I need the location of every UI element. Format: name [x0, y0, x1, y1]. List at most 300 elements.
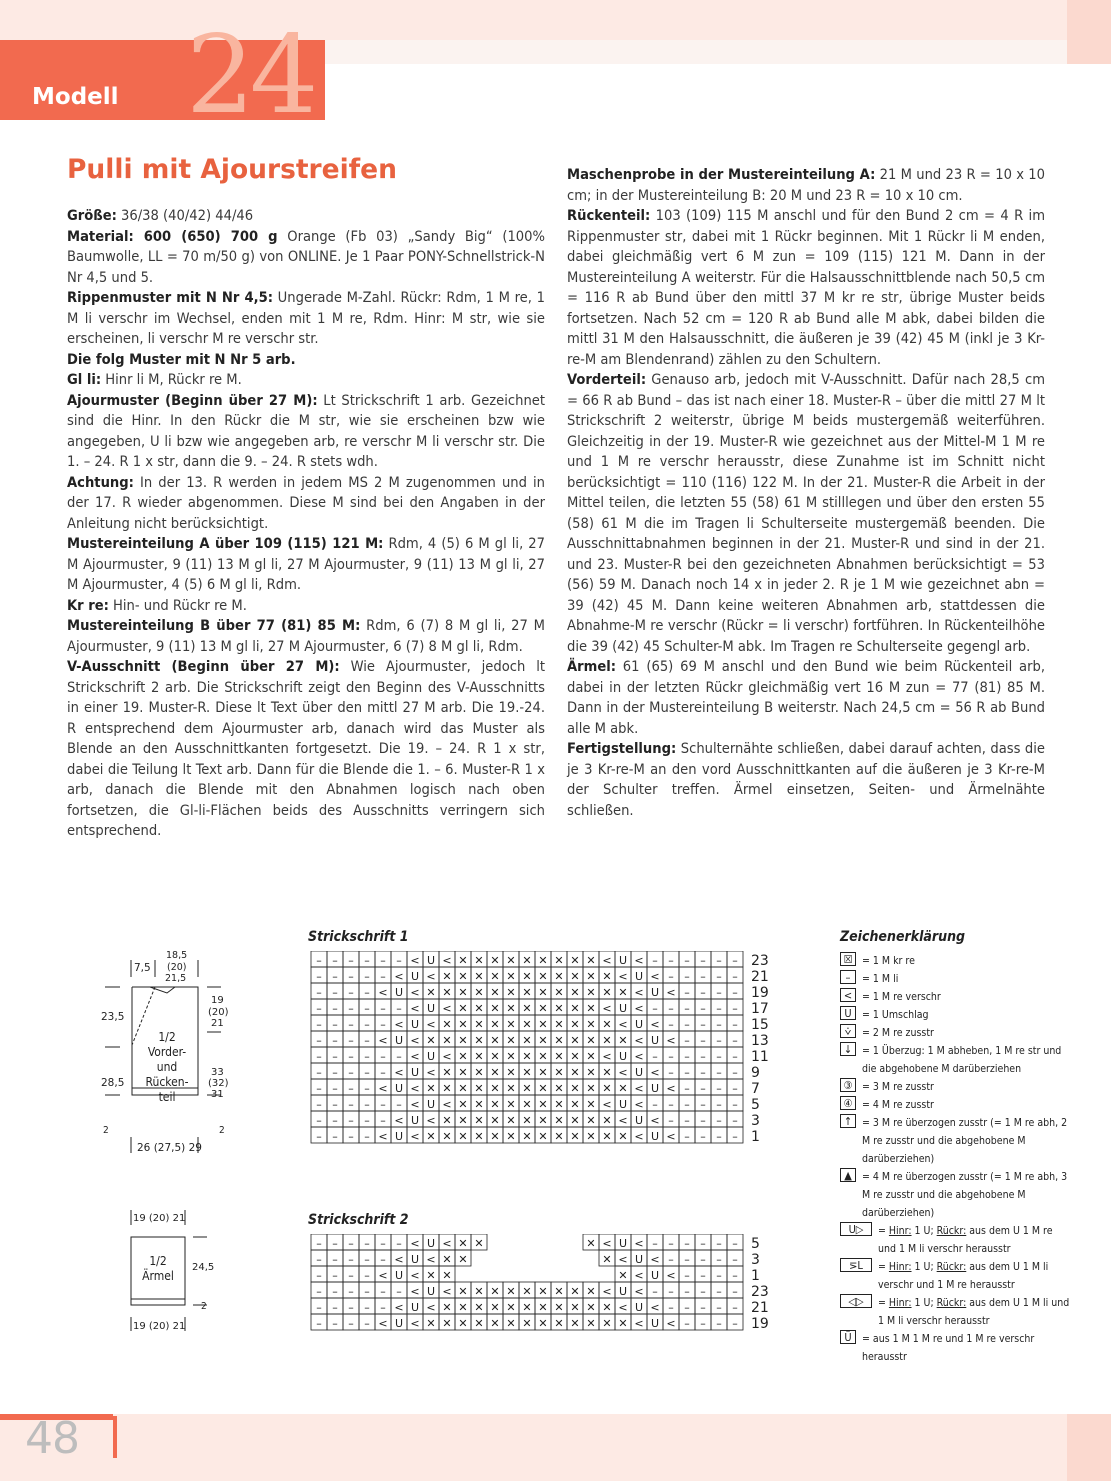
chart-symbol: – — [332, 1285, 338, 1298]
chart-symbol: < — [666, 1082, 676, 1095]
chart-symbol: ✕ — [586, 1285, 596, 1298]
chart-row-label: 1 — [751, 1268, 760, 1284]
chart-symbol: U — [394, 1317, 404, 1330]
chart-symbol: ✕ — [490, 1082, 500, 1095]
left-paragraph-heading: Größe: — [67, 207, 117, 224]
chart-symbol: ✕ — [602, 1066, 612, 1079]
chart-symbol: – — [316, 1237, 322, 1250]
chart-symbol: < — [634, 1269, 644, 1282]
left-paragraph — [67, 206, 545, 227]
left-paragraph-text: Hin- und Rückr re M. — [108, 596, 247, 614]
chart-symbol: – — [364, 1082, 370, 1095]
chart-symbol: – — [684, 1253, 690, 1266]
chart-symbol: ✕ — [490, 1066, 500, 1079]
sleeve-top-dim: 19 (20) 21 — [133, 1213, 186, 1224]
chart-symbol: ✕ — [522, 1066, 532, 1079]
chart-symbol: U — [618, 1237, 628, 1250]
chart-symbol: ✕ — [586, 1066, 596, 1079]
chart-symbol: – — [732, 1269, 738, 1282]
chart-symbol: – — [716, 1034, 722, 1047]
chart-symbol: ✕ — [458, 1130, 468, 1143]
chart-symbol: ✕ — [602, 970, 612, 983]
chart-symbol: ✕ — [490, 1002, 500, 1015]
chart-symbol: – — [732, 1050, 738, 1063]
legend-item — [840, 1168, 1070, 1222]
chart-symbol: ✕ — [442, 1034, 452, 1047]
chart-symbol: – — [364, 970, 370, 983]
chart-symbol: U — [410, 1066, 420, 1079]
legend-text: = 1 M kr re — [862, 955, 915, 967]
legend-item — [840, 1258, 1070, 1294]
chart-symbol: – — [700, 1301, 706, 1314]
chart-symbol: – — [380, 1301, 386, 1314]
chart-symbol: ✕ — [506, 986, 516, 999]
chart-symbol: – — [348, 1050, 354, 1063]
chart-symbol: – — [732, 1082, 738, 1095]
chart-symbol: – — [316, 970, 322, 983]
chart-symbol: ✕ — [618, 986, 628, 999]
chart-symbol: – — [716, 1253, 722, 1266]
chart-symbol: ✕ — [522, 1098, 532, 1111]
legend-symbol-icon: ⋝L — [840, 1258, 872, 1272]
chart-symbol: ✕ — [458, 1237, 468, 1250]
chart-symbol: ✕ — [570, 954, 580, 967]
chart-symbol: – — [348, 1018, 354, 1031]
chart-symbol: – — [700, 1066, 706, 1079]
chart2-grid — [295, 1234, 785, 1332]
chart-symbol: ✕ — [442, 1018, 452, 1031]
chart-symbol: ✕ — [506, 954, 516, 967]
chart-symbol: < — [634, 1050, 644, 1063]
sleeve-bottom-dim: 2 — [201, 1301, 207, 1312]
chart-symbol: ✕ — [442, 1130, 452, 1143]
page-number: 48 — [25, 1413, 79, 1464]
chart-symbol: U — [426, 1285, 436, 1298]
chart-symbol: < — [378, 986, 388, 999]
top-width-dim: 18,5 (20) 21,5 — [165, 950, 188, 984]
chart-symbol: – — [364, 986, 370, 999]
chart-symbol: – — [316, 1098, 322, 1111]
chart-symbol: – — [652, 1002, 658, 1015]
chart-symbol: ✕ — [538, 1050, 548, 1063]
chart-symbol: ✕ — [490, 1130, 500, 1143]
right-paragraph — [567, 657, 1045, 739]
legend-title: Zeichenerklärung — [840, 929, 966, 945]
chart-symbol: ✕ — [618, 1130, 628, 1143]
chart-symbol: – — [716, 1050, 722, 1063]
chart-symbol: – — [716, 1066, 722, 1079]
legend-symbol-icon: – — [840, 970, 856, 984]
chart-symbol: < — [442, 1285, 452, 1298]
chart-row-label: 3 — [751, 1252, 760, 1268]
legend-item — [840, 1294, 1070, 1330]
chart-symbol: U — [426, 1002, 436, 1015]
chart-symbol: < — [394, 1253, 404, 1266]
legend-symbol-icon: U▷ — [840, 1222, 872, 1236]
chart-symbol: ✕ — [602, 1301, 612, 1314]
chart-symbol: – — [700, 1114, 706, 1127]
left-paragraph-heading: Achtung: — [67, 473, 134, 491]
chart-symbol: ✕ — [554, 954, 564, 967]
chart-symbol: < — [650, 1018, 660, 1031]
chart-symbol: – — [348, 970, 354, 983]
chart-symbol: – — [700, 1082, 706, 1095]
chart-symbol: < — [394, 1066, 404, 1079]
chart-symbol: – — [684, 1130, 690, 1143]
chart-symbol: – — [732, 1285, 738, 1298]
legend-item — [840, 1006, 1070, 1024]
right-paragraph-heading: Vorderteil: — [567, 371, 647, 388]
chart-symbol: – — [332, 1269, 338, 1282]
chart-symbol: – — [316, 1082, 322, 1095]
chart-symbol: – — [396, 1098, 402, 1111]
chart-symbol: – — [348, 1269, 354, 1282]
chart-symbol: U — [410, 1018, 420, 1031]
sleeve-height-dim: 24,5 — [192, 1262, 215, 1273]
chart-symbol: ✕ — [554, 1114, 564, 1127]
chart-symbol: – — [364, 1098, 370, 1111]
left-paragraph-heading: Die folg Muster mit N Nr 5 arb. — [67, 350, 296, 368]
chart1-grid — [295, 951, 785, 1146]
chart-symbol: – — [348, 1034, 354, 1047]
chart-symbol: – — [396, 1285, 402, 1298]
chart-symbol: U — [618, 1002, 628, 1015]
chart-symbol: ✕ — [554, 1317, 564, 1330]
chart-symbol: < — [650, 1066, 660, 1079]
chart-symbol: U — [618, 1285, 628, 1298]
chart-symbol: U — [410, 1114, 420, 1127]
legend-item — [840, 988, 1070, 1006]
chart-symbol: – — [684, 1034, 690, 1047]
chart-symbol: ✕ — [442, 1082, 452, 1095]
chart-symbol: – — [316, 954, 322, 967]
legend-text: = 1 M re verschr — [862, 991, 941, 1003]
chart-symbol: – — [380, 1050, 386, 1063]
chart-symbol: ✕ — [538, 1301, 548, 1314]
legend-symbol-icon: Ü — [840, 1330, 856, 1344]
chart-symbol: ✕ — [474, 970, 484, 983]
chart-symbol: – — [732, 1034, 738, 1047]
chart-symbol: < — [634, 954, 644, 967]
chart-symbol: ✕ — [458, 1066, 468, 1079]
chart-symbol: – — [332, 1317, 338, 1330]
chart-symbol: ✕ — [570, 1002, 580, 1015]
chart-symbol: ✕ — [602, 1114, 612, 1127]
chart-symbol: ✕ — [474, 1034, 484, 1047]
chart-symbol: – — [732, 986, 738, 999]
chart-symbol: ✕ — [538, 1018, 548, 1031]
chart-symbol: < — [666, 1269, 676, 1282]
chart-symbol: ✕ — [554, 1018, 564, 1031]
left-text-column — [67, 206, 545, 842]
chart-symbol: < — [650, 1253, 660, 1266]
bottom-right-band — [1067, 1414, 1111, 1481]
chart-symbol: – — [396, 954, 402, 967]
chart-symbol: – — [732, 1317, 738, 1330]
chart-symbol: < — [618, 1114, 628, 1127]
chart-symbol: < — [618, 1066, 628, 1079]
chart-symbol: U — [426, 1237, 436, 1250]
chart-symbol: – — [700, 986, 706, 999]
chart-symbol: ✕ — [554, 970, 564, 983]
chart-symbol: ✕ — [442, 1269, 452, 1282]
chart-symbol: ✕ — [458, 1002, 468, 1015]
chart-symbol: – — [348, 1098, 354, 1111]
right-paragraph — [567, 165, 1045, 206]
chart-symbol: – — [684, 1285, 690, 1298]
chart-symbol: U — [650, 1269, 660, 1282]
right-paragraph-heading: Ärmel: — [567, 658, 616, 675]
legend-text: = 1 M li — [862, 973, 899, 985]
legend-symbol-icon: ③ — [840, 1078, 856, 1092]
chart-symbol: ✕ — [474, 1098, 484, 1111]
chart-symbol: < — [634, 1082, 644, 1095]
chart-symbol: ✕ — [554, 1098, 564, 1111]
chart-symbol: – — [684, 954, 690, 967]
chart-symbol: < — [650, 1114, 660, 1127]
chart-row-label: 23 — [751, 953, 769, 969]
chart-symbol: ✕ — [618, 1034, 628, 1047]
chart-symbol: ✕ — [538, 1130, 548, 1143]
chart-symbol: ✕ — [522, 986, 532, 999]
chart-symbol: < — [410, 1317, 420, 1330]
chart-symbol: – — [716, 954, 722, 967]
chart-symbol: ✕ — [522, 1082, 532, 1095]
chart-symbol: ✕ — [570, 970, 580, 983]
legend-item — [840, 1042, 1070, 1078]
chart-symbol: – — [668, 1018, 674, 1031]
chart-symbol: ✕ — [506, 1098, 516, 1111]
chart-symbol: ✕ — [490, 1301, 500, 1314]
chart-symbol: – — [732, 970, 738, 983]
left-paragraph-text: Rdm, 6 (7) 8 M gl li, 27 M Ajourmuster, 9 (11) 13 M gl li, 27 M Ajourmuster, 6 (7) 8 M gl li, Rdm. — [67, 617, 545, 655]
chart-symbol: ✕ — [506, 1114, 516, 1127]
chart-symbol: – — [700, 1253, 706, 1266]
chart-symbol: U — [410, 1253, 420, 1266]
chart-symbol: ✕ — [538, 1034, 548, 1047]
chart-symbol: – — [332, 1034, 338, 1047]
chart-symbol: ✕ — [586, 1301, 596, 1314]
chart-symbol: ✕ — [426, 1269, 436, 1282]
chart-symbol: – — [716, 1130, 722, 1143]
chart-symbol: ✕ — [426, 1317, 436, 1330]
chart-row-label: 19 — [751, 985, 769, 1001]
chart-symbol: < — [634, 1285, 644, 1298]
chart-symbol: U — [618, 1098, 628, 1111]
legend-text: = aus 1 M 1 M re und 1 M re verschr herausstr — [862, 1333, 1035, 1363]
chart-symbol: U — [618, 1050, 628, 1063]
sleeve-schematic — [125, 1205, 225, 1335]
chart-symbol: – — [716, 1114, 722, 1127]
legend-text: = Hinr: 1 U; Rückr: aus dem U 1 M re und 1 M li verschr herausstr — [878, 1225, 1053, 1255]
chart-symbol: ✕ — [618, 1317, 628, 1330]
chart-symbol: – — [732, 954, 738, 967]
legend-text: = Hinr: 1 U; Rückr: aus dem U 1 M li verschr und 1 M re herausstr — [878, 1261, 1049, 1291]
chart-symbol: ✕ — [602, 1130, 612, 1143]
chart-symbol: – — [716, 1082, 722, 1095]
right-paragraph — [567, 370, 1045, 657]
chart-symbol: ✕ — [586, 970, 596, 983]
chart-symbol: ✕ — [538, 1285, 548, 1298]
chart-symbol: < — [602, 1285, 612, 1298]
chart-symbol: ✕ — [538, 1002, 548, 1015]
chart-symbol: < — [650, 1301, 660, 1314]
left-paragraph — [67, 288, 545, 350]
left-paragraph-heading: V-Ausschnitt (Beginn über 27 M): — [67, 658, 340, 675]
chart-symbol: – — [364, 1317, 370, 1330]
chart-symbol: – — [396, 1002, 402, 1015]
legend-item — [840, 1078, 1070, 1096]
chart-symbol: – — [332, 1237, 338, 1250]
legend-item — [840, 1024, 1070, 1042]
left-paragraph-heading: Mustereinteilung A über 109 (115) 121 M: — [67, 535, 384, 552]
chart-symbol: ✕ — [522, 1018, 532, 1031]
right-paragraph — [567, 739, 1045, 821]
chart-symbol: ✕ — [522, 1050, 532, 1063]
chart-symbol: ✕ — [458, 1098, 468, 1111]
chart-symbol: < — [618, 1253, 628, 1266]
right-lower-dim: 33 (32) 31 — [208, 1067, 229, 1100]
chart-symbol: ✕ — [442, 1301, 452, 1314]
legend-item — [840, 1330, 1070, 1366]
chart-symbol: – — [700, 1050, 706, 1063]
chart-symbol: ✕ — [618, 1269, 628, 1282]
chart-symbol: U — [650, 986, 660, 999]
chart-row-label: 9 — [751, 1065, 760, 1081]
chart-symbol: ✕ — [586, 1034, 596, 1047]
chart-symbol: – — [668, 1301, 674, 1314]
chart-symbol: – — [380, 1018, 386, 1031]
chart-symbol: – — [380, 970, 386, 983]
chart-symbol: < — [410, 1050, 420, 1063]
chart-symbol: ✕ — [538, 1114, 548, 1127]
body-schematic — [95, 945, 235, 1160]
chart-symbol: – — [684, 1002, 690, 1015]
chart-symbol: ✕ — [586, 1130, 596, 1143]
chart-symbol: < — [394, 1018, 404, 1031]
chart-symbol: – — [700, 1098, 706, 1111]
chart-symbol: – — [668, 970, 674, 983]
chart-symbol: ✕ — [458, 1082, 468, 1095]
chart-symbol: ✕ — [586, 1002, 596, 1015]
legend-symbol-icon: U — [840, 1006, 856, 1020]
chart-symbol: ✕ — [602, 1018, 612, 1031]
chart-row-label: 13 — [751, 1033, 769, 1049]
chart-symbol: < — [378, 1130, 388, 1143]
chart-symbol: U — [650, 1317, 660, 1330]
bottom-right-dim: 2 — [219, 1125, 225, 1136]
chart-symbol: < — [410, 1130, 420, 1143]
chart-symbol: < — [410, 986, 420, 999]
chart-symbol: ✕ — [506, 1130, 516, 1143]
chart-symbol: – — [732, 1002, 738, 1015]
chart-symbol: < — [634, 1098, 644, 1111]
chart-symbol: – — [380, 1002, 386, 1015]
chart-symbol: – — [332, 1002, 338, 1015]
chart-symbol: U — [426, 1098, 436, 1111]
chart-symbol: – — [364, 1002, 370, 1015]
chart-symbol: < — [378, 1082, 388, 1095]
chart-symbol: ✕ — [554, 1002, 564, 1015]
chart-symbol: ✕ — [538, 1098, 548, 1111]
chart-symbol: U — [634, 970, 644, 983]
chart-symbol: – — [316, 1018, 322, 1031]
chart-symbol: ✕ — [474, 1130, 484, 1143]
left-paragraph — [67, 657, 545, 842]
legend-symbol-icon: < — [840, 988, 856, 1002]
chart-symbol: – — [332, 1018, 338, 1031]
right-paragraph — [567, 206, 1045, 370]
right-paragraph-text: 61 (65) 69 M anschl und den Bund wie beim Rückenteil arb, dabei in der letzten Rückr gleichmäßig vert 16 M zun = 77 (81) 85 M. Dann in der Mustereinteilung B weiterstr. Nach 24,5 cm = 56 R ab Bund alle M abk. — [567, 658, 1045, 737]
legend-item — [840, 1222, 1070, 1258]
legend-text: = 4 M re überzogen zusstr (= 1 M re abh, 3 M re zusstr und die abgehobene M darüberziehen) — [862, 1171, 1068, 1219]
chart-symbol: ✕ — [554, 1285, 564, 1298]
right-paragraph-heading: Maschenprobe in der Mustereinteilung A: — [567, 166, 876, 183]
chart-symbol: – — [732, 1018, 738, 1031]
chart-symbol: ✕ — [554, 1066, 564, 1079]
chart-symbol: ✕ — [602, 986, 612, 999]
chart-symbol: < — [410, 1082, 420, 1095]
chart-symbol: ✕ — [474, 1018, 484, 1031]
chart-symbol: – — [700, 1237, 706, 1250]
legend-item — [840, 1114, 1070, 1168]
chart-symbol: ✕ — [570, 1082, 580, 1095]
chart-symbol: – — [332, 1114, 338, 1127]
chart-symbol: < — [426, 1114, 436, 1127]
chart-symbol: < — [426, 1301, 436, 1314]
chart-symbol: ✕ — [522, 1002, 532, 1015]
chart-symbol: – — [700, 1317, 706, 1330]
top-right-band — [1067, 0, 1111, 64]
chart-symbol: – — [732, 1066, 738, 1079]
chart-symbol: U — [650, 1034, 660, 1047]
chart-symbol: – — [316, 986, 322, 999]
chart-symbol: < — [666, 1317, 676, 1330]
chart-symbol: ✕ — [506, 1034, 516, 1047]
chart-row-label: 5 — [751, 1236, 760, 1252]
chart-symbol: – — [316, 1317, 322, 1330]
chart-symbol: – — [316, 1253, 322, 1266]
chart-symbol: – — [316, 1285, 322, 1298]
chart-symbol: ✕ — [570, 1114, 580, 1127]
model-number: 24 — [186, 13, 314, 138]
chart-symbol: ✕ — [570, 1066, 580, 1079]
chart-symbol: – — [716, 1018, 722, 1031]
chart-symbol: – — [348, 1317, 354, 1330]
chart-symbol: – — [348, 1253, 354, 1266]
chart-symbol: U — [394, 1130, 404, 1143]
chart-symbol: – — [700, 1130, 706, 1143]
chart-symbol: < — [426, 1253, 436, 1266]
chart-symbol: ✕ — [506, 1285, 516, 1298]
chart-symbol: ✕ — [474, 954, 484, 967]
chart-symbol: < — [410, 1002, 420, 1015]
bottom-left-dim: 2 — [103, 1125, 109, 1136]
chart-symbol: ✕ — [426, 1082, 436, 1095]
chart-symbol: – — [732, 1098, 738, 1111]
chart-symbol: – — [364, 1066, 370, 1079]
chart-row-label: 3 — [751, 1113, 760, 1129]
chart-symbol: – — [380, 954, 386, 967]
legend-text: = 2 M re zusstr — [862, 1027, 934, 1039]
chart-symbol: – — [316, 1050, 322, 1063]
left-paragraph-heading: Ajourmuster (Beginn über 27 M): — [67, 391, 318, 409]
chart-symbol: ✕ — [538, 970, 548, 983]
chart-symbol: – — [668, 1285, 674, 1298]
chart-symbol: ✕ — [538, 954, 548, 967]
chart-symbol: – — [684, 1098, 690, 1111]
chart-symbol: ✕ — [554, 1301, 564, 1314]
